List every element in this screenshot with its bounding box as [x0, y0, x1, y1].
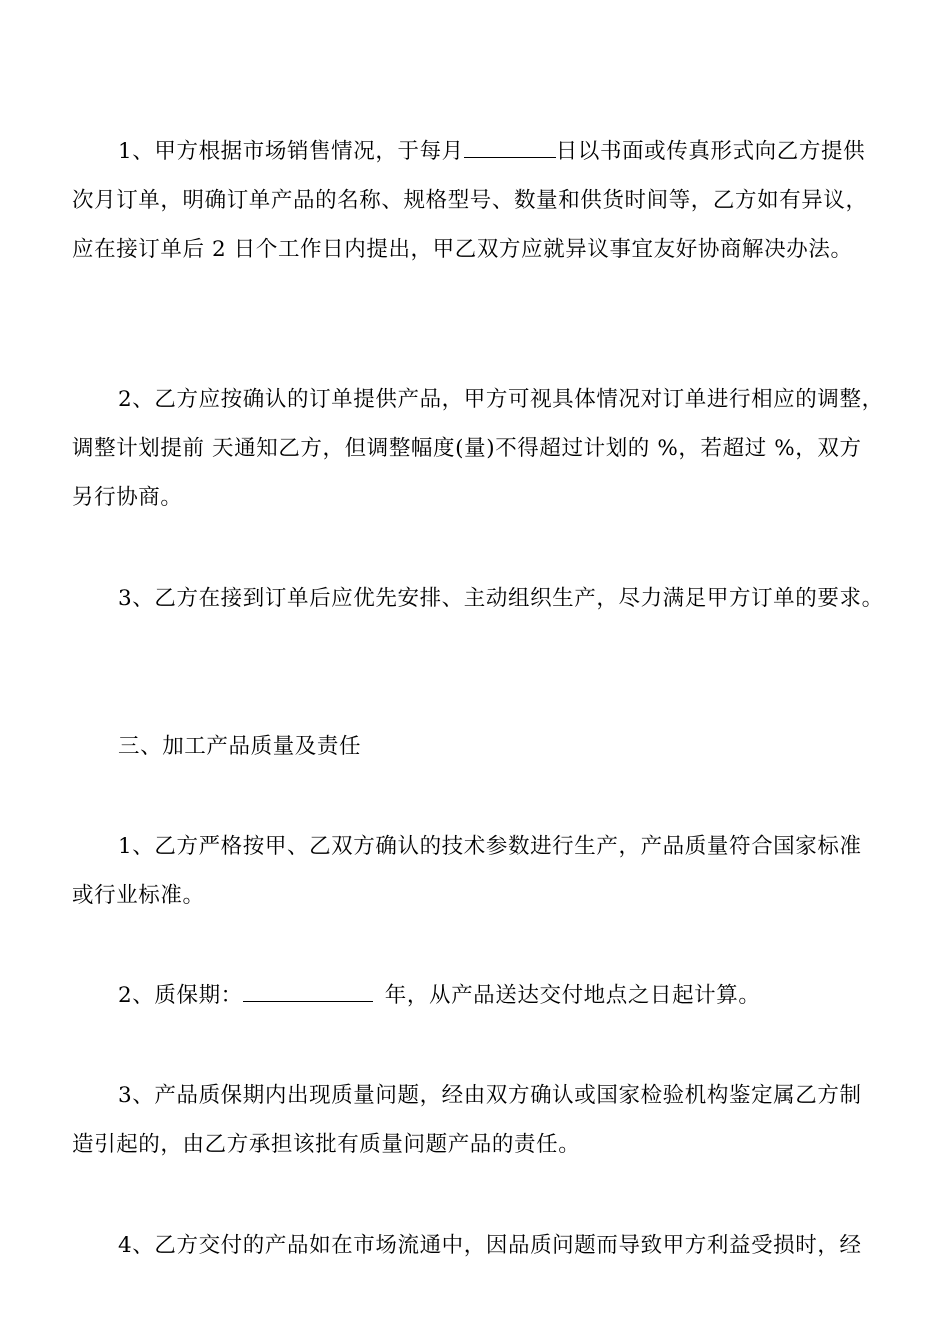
paragraph-1-text-a: 1、甲方根据市场销售情况，于每月 — [118, 139, 464, 164]
paragraph-1-line-2: 次月订单，明确订单产品的名称、规格型号、数量和供货时间等，乙方如有异议， — [72, 188, 868, 213]
paragraph-2-line-2: 调整计划提前 天通知乙方，但调整幅度(量)不得超过计划的 %，若超过 %，双方 — [72, 436, 862, 461]
section-3-item-3-line-1: 3、产品质保期内出现质量问题，经由双方确认或国家检验机构鉴定属乙方制 — [118, 1083, 862, 1108]
paragraph-2-line-1: 2、乙方应按确认的订单提供产品，甲方可视具体情况对订单进行相应的调整， — [118, 387, 884, 412]
section-3-item-3-line-2: 造引起的，由乙方承担该批有质量问题产品的责任。 — [72, 1132, 581, 1157]
paragraph-1-text-b: 日以书面或传真形式向乙方提供 — [555, 139, 866, 164]
order-day-blank — [464, 139, 556, 158]
section-3-item-1-line-2: 或行业标准。 — [72, 883, 205, 908]
section-3-heading: 三、加工产品质量及责任 — [118, 734, 362, 759]
warranty-text: 年，从产品送达交付地点之日起计算。 — [384, 983, 761, 1008]
section-3-item-2 — [118, 982, 760, 1010]
warranty-years-blank — [243, 983, 373, 1002]
section-3-item-4-line-1: 4、乙方交付的产品如在市场流通中，因品质问题而导致甲方利益受损时，经 — [118, 1233, 862, 1258]
warranty-label: 2、质保期： — [118, 983, 243, 1008]
paragraph-1-line-3: 应在接订单后 2 日个工作日内提出，甲乙双方应就异议事宜友好协商解决办法。 — [72, 237, 853, 262]
paragraph-3-line-1: 3、乙方在接到订单后应优先安排、主动组织生产，尽力满足甲方订单的要求。 — [118, 586, 884, 611]
paragraph-2-line-3: 另行协商。 — [72, 485, 183, 510]
paragraph-1-line-1 — [118, 138, 865, 166]
section-3-item-1-line-1: 1、乙方严格按甲、乙双方确认的技术参数进行生产，产品质量符合国家标准 — [118, 834, 862, 859]
